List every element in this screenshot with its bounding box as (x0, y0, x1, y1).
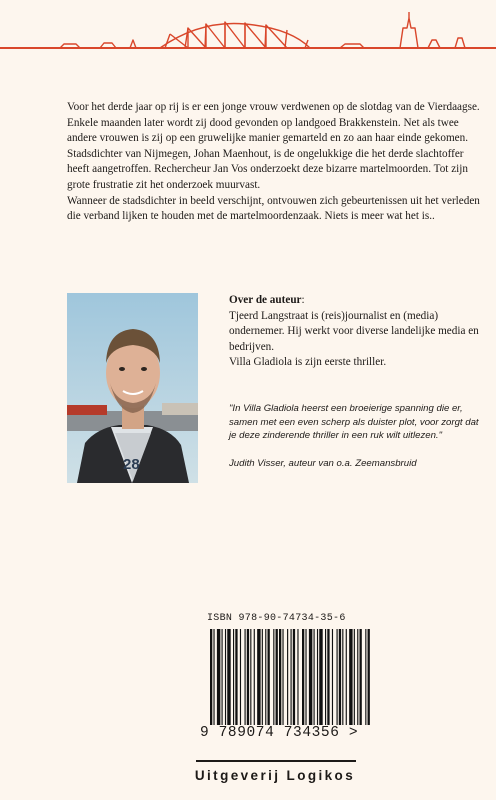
about-author-heading: Over de auteur (229, 294, 302, 306)
isbn-label: ISBN 978-90-74734-35-6 (207, 613, 346, 624)
blurb-paragraph-1: Voor het derde jaar op rij is er een jonge vrouw verdwenen op de slotdag van de Vierdaagse. Enkele maanden later wordt zij dood gevonden op landgoed Brakkenstein. Net als twee andere vrouwen is zij op een gruwelijke manier gemarteld en zo aan haar einde gekomen. Stadsdichter van Nijmegen, Johan Maenhout, is de ongelukkige die het derde slachtoffer heeft aangetroffen. Rechercheur Jan Vos onderzoekt deze bizarre martelmoorden. Tot zijn grote frustratie zit het onderzoek muurvast. (67, 101, 480, 191)
blurb-paragraph-2: Wanneer de stadsdichter in beeld verschijnt, ontvouwen zich gebeurtenissen uit het verleden die verband lijken te houden met de martelmoordenzaak. Niets is meer wat het is.. (67, 194, 480, 223)
author-bio: Tjeerd Langstraat is (reis)journalist en (media) ondernemer. Hij werkt voor diverse landelijke media en bedrijven. (229, 309, 479, 353)
back-cover-blurb (67, 100, 483, 225)
publisher-divider (196, 760, 356, 762)
city-skyline-illustration (0, 0, 496, 60)
isbn-barcode (200, 613, 375, 753)
barcode-bars (200, 629, 375, 727)
review-quote-text: "In Villa Gladiola heerst een broeierige spanning die er, samen met een even scherp als duister plot, voor zorgt dat je deze zinderende thriller in een ruk wilt uitlezen." (229, 403, 479, 442)
review-quote (229, 402, 487, 470)
about-author-section (229, 293, 489, 371)
review-attribution: Judith Visser, auteur van o.a. Zeemansbruid (229, 457, 417, 469)
isbn-digits: 9 789074 734356 > (200, 725, 359, 741)
publisher-name: Uitgeverij Logikos (194, 768, 356, 783)
author-photo (67, 293, 198, 483)
about-author-heading-colon: : (301, 294, 305, 306)
author-book-note: Villa Gladiola is zijn eerste thriller. (229, 356, 387, 369)
shirt-print-number: 28 (123, 456, 140, 473)
